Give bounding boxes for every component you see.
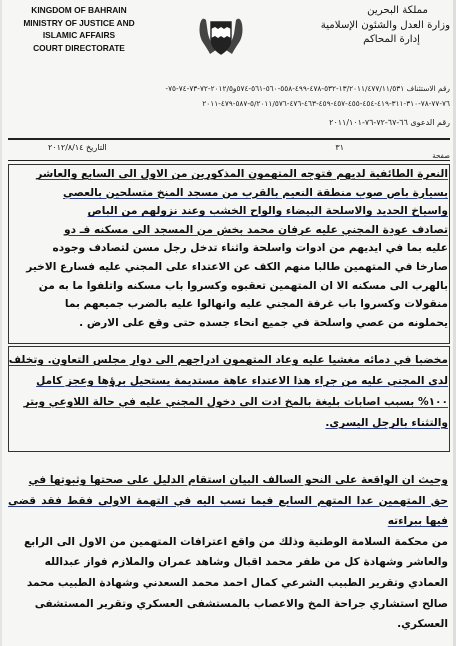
text-line: لدى المجني عليه من جراء هذا الاعتداء عاهة مستديمة يستحيل برؤها وعجز كامل [36, 375, 448, 387]
header-en-line: KINGDOM OF BAHRAIN [31, 5, 127, 15]
text-line: العسكري. [397, 618, 448, 631]
header-en-line: ISLAMIC AFFAIRS [42, 30, 116, 41]
appeal-number-line: ٧٦-٧٧-٧٨-٣١٠-٣١١-٤١٩-٤٥٤-٤٥٥-٤٥٧-٤٥٩-٤٦٣-٤٧٦-٥/٢٠١١/٥٧٦-٥٨٧-٤٧٩-٢٠١١ [202, 99, 450, 108]
case-number-line: رقم الدعوى ٦٦-٦٧-٧٢-٧٦-٢٠١١/١٠١ [329, 118, 450, 127]
scan-edge-left [0, 0, 2, 646]
header-english [4, 4, 154, 54]
text-line: مخضبا في دمائه مغشيا عليه وعاد المتهمون ادراجهم الى دوار مجلس التعاون. وتخلف [8, 354, 448, 366]
paragraph-evidence [8, 470, 448, 635]
text-line: يحملونه من عصي واسلحة في جميع انحاء جسده حتى وقع على الارض . [79, 316, 448, 329]
text-line: والتثناء بالرجل اليسرى. [325, 417, 448, 429]
text-line: صارخا في المتهمين طالبا منهم الكف عن الاعتداء على المجني عليه فسارع الاخير [26, 260, 448, 273]
paragraph-injury [8, 350, 448, 434]
text-line: العمادي وتقرير الطبيب الشرعي كمال احمد محمد السعدني وشهادة الطبيب محمد [26, 576, 448, 589]
text-line: بالهرب الى مسكنه الا ان المتهمين تعقبوه وكسروا باب مسكنه واتلفوا ما به من [38, 279, 448, 292]
paragraph-facts [8, 165, 448, 332]
text-line: النعرة الطائفية لديهم فتوجه المتهمون المذكورين من الاول الى السابع والعاشر [36, 168, 448, 180]
header-ar-line: إدارة المحاكم [363, 34, 420, 45]
header-divider-2 [8, 160, 450, 161]
header-en-line: MINISTRY OF JUSTICE AND [23, 17, 135, 28]
header-ar-line: وزارة العدل والشئون الإسلامية [320, 19, 450, 31]
text-line: صالح استشاري جراحة المخ والاعصاب بالمستشفى العسكري وتقرير المستشفى [34, 597, 448, 610]
text-line: والعاشر وشهادة كل من ظفر محمد اقبال وشاهد عمران والملازم فواز عبدالله [44, 556, 448, 569]
page-number: ٣١ [335, 143, 344, 152]
text-line: ١٠٠% بسبب اصابات بليغة بالمخ ادت الى دخول المجني عليه في حالة اللاوعي وبتر [23, 396, 448, 408]
text-line: وحيث ان الواقعة على النحو السالف البيان استقام الدليل على صحتها وثبوتها في [28, 474, 448, 486]
header-divider [8, 138, 450, 140]
document-date: التاريخ ٢٠١٢/٨/١٤ [48, 143, 107, 152]
text-line: منقولات وكسروا باب غرفة المجني عليه وانهالوا عليه بالضرب جميعهم بما [64, 298, 448, 311]
text-line: تصادف عودة المجني عليه عرفان محمد بخش من المسجد الى مسكنه فـ دو [64, 223, 448, 236]
text-line: حق المتهمين عدا المتهم السابع فيما تسب اليه في التهمة الاولى فقط فقد قضى فيها ببراءته [8, 494, 448, 528]
text-line: بسيارة باص صوب منطقة النعيم بالقرب من مسجد المنخ متسلحين بالعصي [62, 186, 448, 199]
text-line: عليه بما في ايديهم من ادوات واسلحة واثناء تدخل رجل مسن لتصادف وجوده [52, 242, 448, 255]
header-en-line: COURT DIRECTORATE [33, 42, 125, 53]
header-arabic [280, 4, 450, 48]
bahrain-emblem-icon [198, 14, 244, 60]
text-line: واسياخ الحديد والاسلحة البيضاء والواح الخشب وعند نزولهم من الباص [87, 205, 448, 218]
header-ar-line: مملكة البحرين [367, 5, 428, 16]
text-line: من محكمة السلامة الوطنية وذلك من واقع اعترافات المتهمين من الاول الى الرابع [23, 535, 448, 548]
appeal-number-line: رقم الاستئناف ١٣/٢٠١١/٤٧٧/١١/٥٣١-٥٣٢-٤٧٨-٤٩٩-٥٥٨-٥٦٠-٥٦١-٥٧٤و٢٠١٢/٥-٧٢-٧٣-٧٤-٧٥- [165, 84, 450, 93]
page-label: صفحة [432, 152, 450, 160]
